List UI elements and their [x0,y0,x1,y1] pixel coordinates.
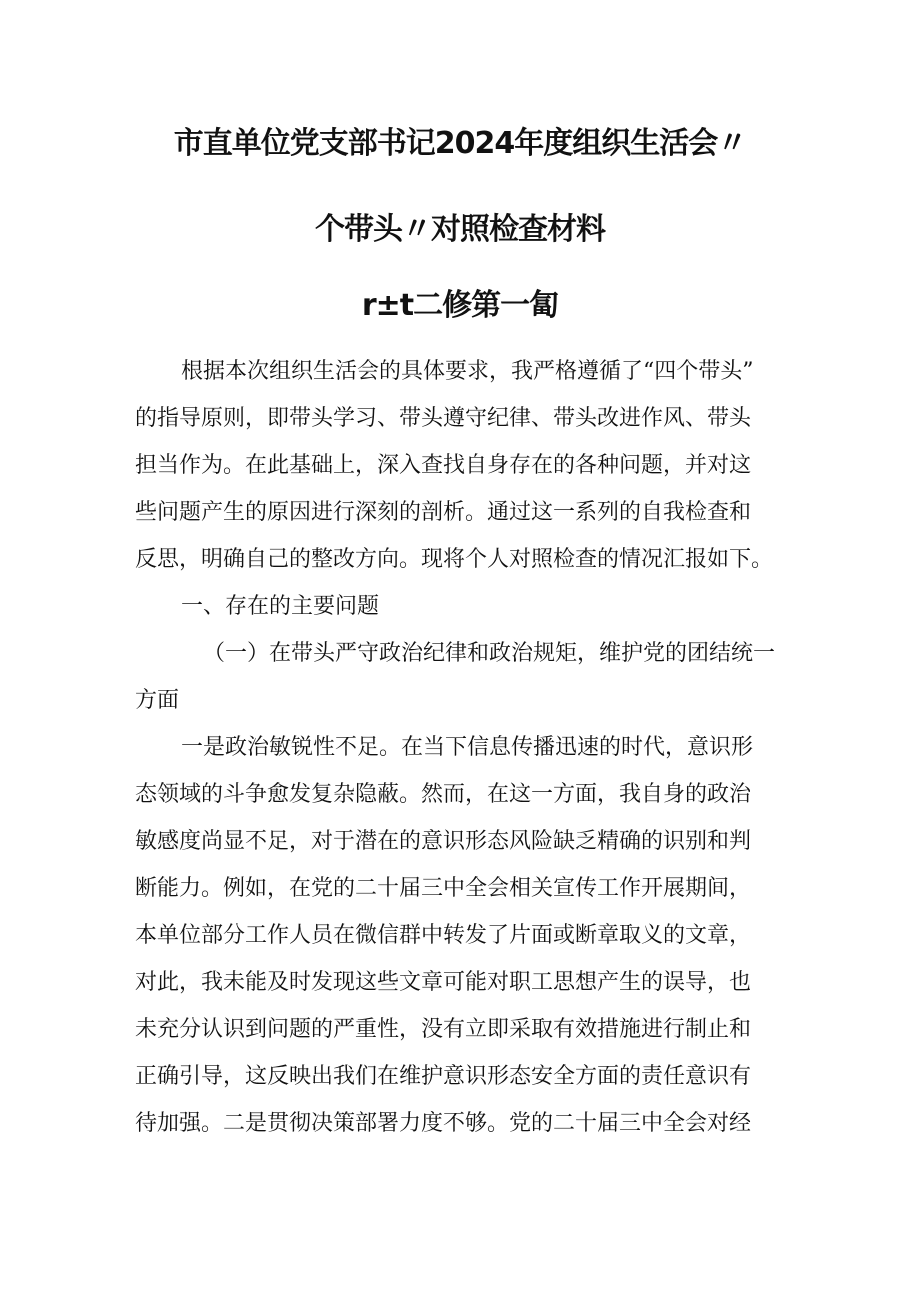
body-line: 一是政治敏锐性不足。在当下信息传播迅速的时代，意识形 [181,735,754,760]
body-line: 敏感度尚显不足，对于潜在的意识形态风险缺乏精确的识别和判 [135,829,752,854]
body-line: 待加强。二是贯彻决策部署力度不够。党的二十届三中全会对经 [135,1111,752,1136]
body-line: 本单位部分工作人员在微信群中转发了片面或断章取义的文章， [135,923,752,948]
body-line: 态领域的斗争愈发复杂隐蔽。然而，在这一方面，我自身的政治 [135,782,752,807]
subsection-heading-cont: 方面 [135,688,180,713]
body-line: 些问题产生的原因进行深刻的剖析。通过这一系列的自我检查和 [135,500,752,525]
body-line: 担当作为。在此基础上，深入查找自身存在的各种问题，并对这 [135,453,752,478]
body-line: 对此，我未能及时发现这些文章可能对职工思想产生的误导，也 [135,970,752,995]
body-line: 正确引导，这反映出我们在维护意识形态安全方面的责任意识有 [135,1064,752,1089]
document-title-line-1: 市直单位党支部书记2024年度组织生活会〃 [173,126,747,161]
document-subtitle: r±t二修第一匐 [361,288,559,323]
document-title-line-2: 个带头〃对照检查材料 [315,212,605,247]
document-body [135,348,795,1147]
body-line: 断能力。例如，在党的二十届三中全会相关宣传工作开展期间， [135,876,752,901]
body-line: 根据本次组织生活会的具体要求，我严格遵循了“四个带头” [181,359,754,384]
body-line: 未充分认识到问题的严重性，没有立即采取有效措施进行制止和 [135,1017,752,1042]
body-line: 反思，明确自己的整改方向。现将个人对照检查的情况汇报如下。 [135,547,774,572]
subsection-heading: （一）在带头严守政治纪律和政治规矩，维护党的团结统一 [203,641,776,666]
body-line: 的指导原则，即带头学习、带头遵守纪律、带头改进作风、带头 [135,406,752,431]
section-heading: 一、存在的主要问题 [181,594,380,619]
